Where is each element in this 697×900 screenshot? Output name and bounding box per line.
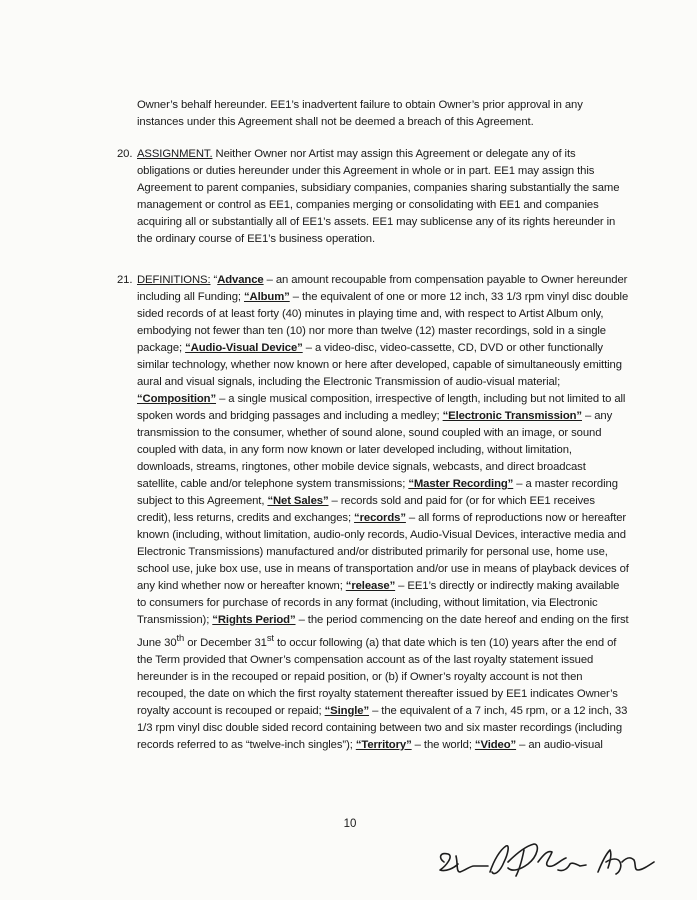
superscript-st: st (266, 632, 274, 643)
signature-scribble-icon (430, 832, 670, 888)
definition-composition: – a single musical composition, irrespective of length, including but not limited to all spoken words and bridging passages and including a medley; (137, 393, 626, 422)
page-number: 10 (343, 818, 357, 830)
continuation-paragraph: Owner’s behalf hereunder. EE1’s inadvertent failure to obtain Owner’s prior approval in any instances under this Agreement shall not be deemed a breach of this Agreement. (137, 99, 583, 128)
section-21-number: 21. (117, 274, 133, 286)
term-master-recording: “Master Recording” (408, 478, 514, 490)
definition-audio-visual-device: – a video-disc, video-cassette, CD, DVD or other functionally similar technology, whether now known or here after developed, capable of simultaneously emitting aural and visual signals, including the Electronic Transmission of audio-visual material; (137, 342, 622, 388)
definition-single: – the equivalent of a 7 inch, 45 rpm, or a 12 inch, 33 1/3 rpm vinyl disc double sided record containing between two and six master recordings (including records referred to as “twelve-inch singles”); (137, 704, 628, 751)
definition-video: – an audio-visual (516, 738, 603, 751)
definition-rights-period-c: to occur following (a) that date which is ten (10) years after the end of the Term provided that Owner’s compensation account as of the last royalty statement issued hereunder is in the recouped or repaid position, or (b) if Owner’s royalty account is not then recouped, the date on which the first royalty statement thereafter issued by EE1 indicates Owner’s royalty account is recouped or repaid; (137, 636, 618, 717)
section-20 (117, 146, 629, 248)
term-electronic-transmission: “Electronic Transmission” (442, 410, 582, 422)
quote-open: “ (210, 274, 218, 286)
definition-master-recording: – a master recording subject to this Agreement, (137, 478, 618, 507)
section-21-heading: DEFINITIONS: (137, 274, 211, 286)
definition-release: – EE1’s directly or indirectly making available to consumers for purchase of records in any format (including, without limitation, via Electronic Transmission); (137, 580, 620, 626)
term-release: “release” (345, 580, 396, 592)
term-single: “Single” (324, 704, 370, 717)
term-video: “Video” (474, 738, 517, 751)
term-album: “Album” (243, 291, 290, 303)
definition-advance: – an amount recoupable from compensation payable to Owner hereunder including all Funding; (137, 274, 628, 303)
definition-rights-period-a: – the period commencing on the date hereof and ending on the first June 30 (137, 614, 629, 649)
term-territory: “Territory” (355, 738, 412, 751)
section-20-number: 20. (117, 148, 133, 160)
definition-records: – all forms of reproductions now or hereafter known (including, without limitation, audio-only records, Audio-Visual Devices, interactive media and Electronic Transmissions) manufactured and/or distributed primarily for personal use, home use, school use, juke box use, use in means of transportation and/or use in means of playback devices of any kind whether now or hereafter known; (137, 512, 629, 592)
section-21-body (137, 272, 629, 754)
term-records: “records” (354, 512, 406, 524)
superscript-th: th (176, 632, 185, 643)
term-advance: Advance (217, 274, 264, 286)
definition-net-sales: – records sold and paid for (or for which EE1 receives credit), less returns, credits and exchanges; (137, 495, 595, 524)
section-20-text: Neither Owner nor Artist may assign this Agreement or delegate any of its obligations or duties hereunder under this Agreement in whole or in part. EE1 may assign this Agreement to parent companies, subsidiary companies, companies sharing substantially the same management or control as EE1, companies merging or consolidating with EE1 and companies acquiring all or substantially all of EE1’s assets. EE1 may sublicense any of its rights hereunder in the ordinary course of EE1’s business operation. (137, 148, 620, 245)
term-net-sales: “Net Sales” (267, 495, 329, 507)
definition-territory: – the world; (411, 738, 475, 751)
section-20-body (137, 146, 629, 248)
term-composition: “Composition” (137, 393, 217, 405)
term-audio-visual-device: “Audio-Visual Device” (185, 342, 303, 354)
handwritten-initials (430, 832, 670, 888)
definition-album: – the equivalent of one or more 12 inch, 33 1/3 rpm vinyl disc double sided records of at least forty (40) minutes in playing time and, with respect to Artist Album only, embodying not fewer than ten (10) nor more than twelve (12) master recordings, sold in a single package; (137, 291, 629, 354)
section-21 (117, 272, 629, 754)
definition-electronic-transmission: – any transmission to the consumer, whether of sound alone, sound coupled with an image, or sound coupled with data, in any form now known or later developed including, without limitation, downloads, streams, ringtones, other mobile device signals, webcasts, and direct broadcast satellite, cable and/or telephone system transmissions; (137, 410, 613, 490)
term-rights-period: “Rights Period” (212, 614, 296, 626)
definition-rights-period-b: or December 31 (184, 636, 267, 649)
section-20-heading: ASSIGNMENT. (137, 148, 213, 160)
